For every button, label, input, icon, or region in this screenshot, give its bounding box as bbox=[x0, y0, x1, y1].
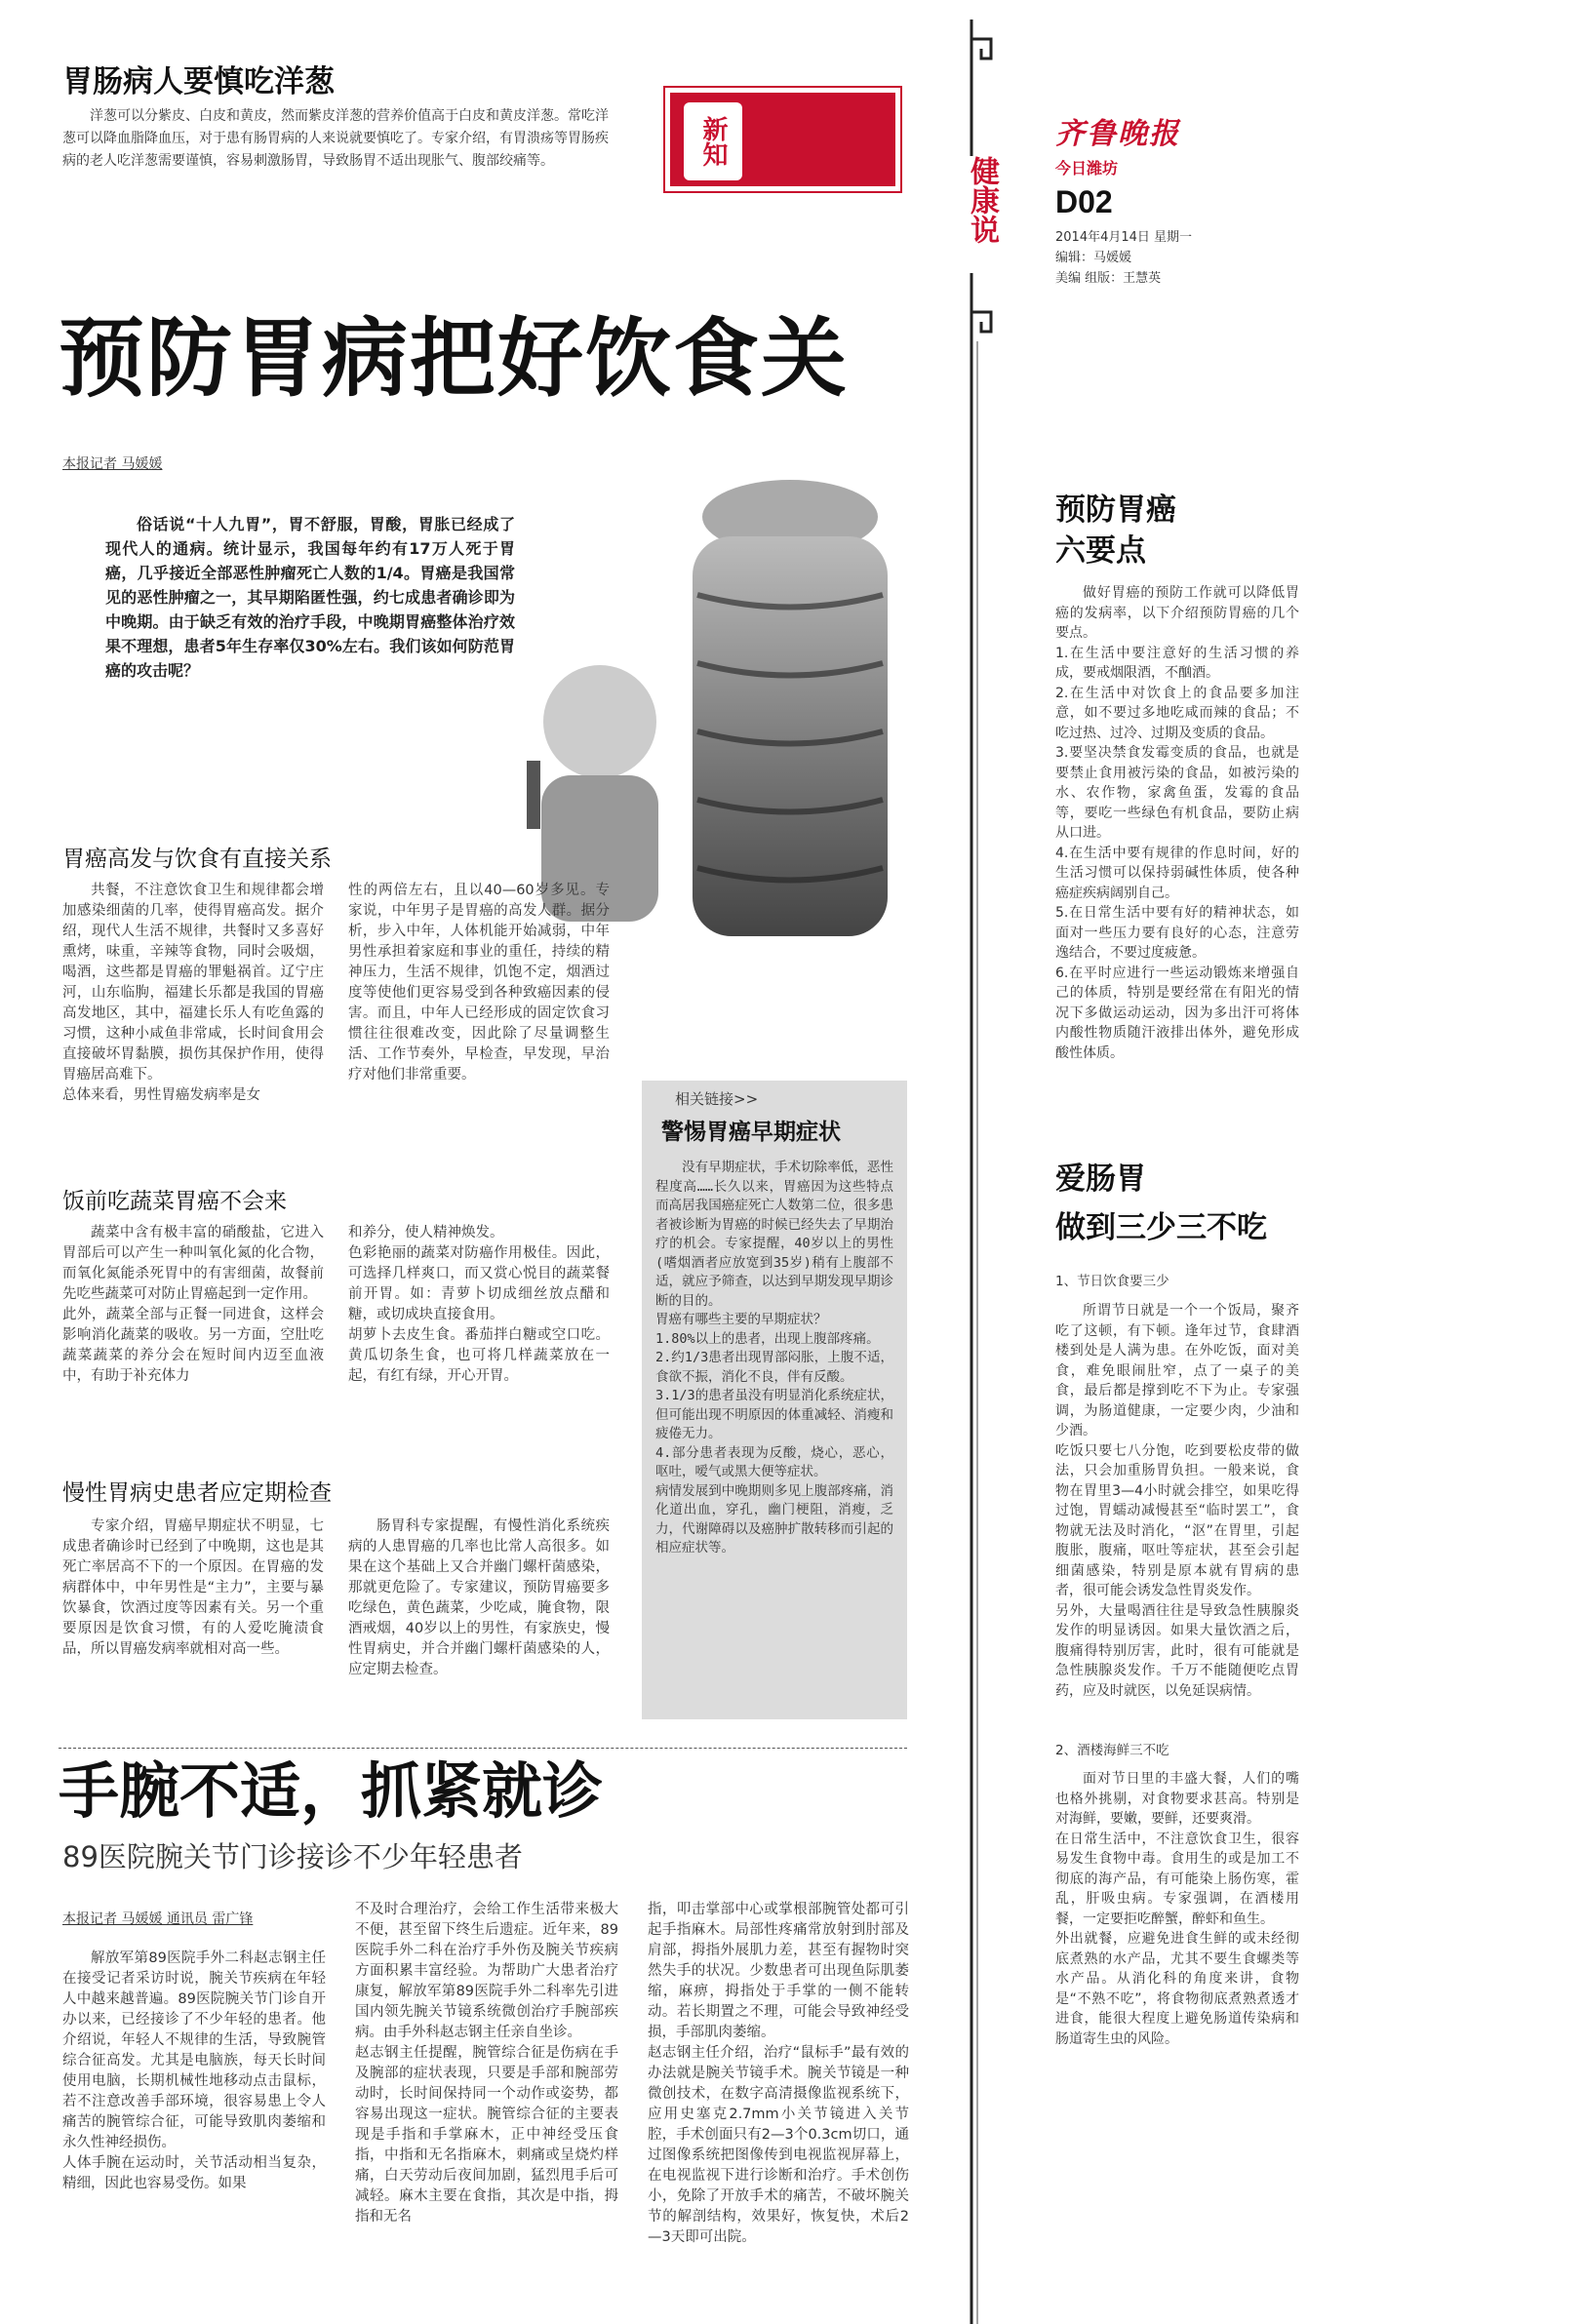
related-link-body: 没有早期症状，手术切除率低，恶性程度高……长久以来，胃癌因为这些特点而高居我国癌症死亡人数第二位，很多患者被诊断为胃癌的时候已经失去了早期治疗的机会。专家提醒，40岁以上的男性(嗜烟酒者应放宽到35岁)稍有上腹部不适，就应予筛查，以达到早期发现早期诊断的目的。 胃癌有哪些主要的早期症状？ 1.80%以上的患者，出现上腹部疼痛。 2.约1/3患者出现胃部闷胀，上腹不适，食欲不振，消化不良，伴有反酸。 3.1/3的患者虽没有明显消化系统症状，但可能出现不明原因的体重减轻、消瘦和疲倦无力。 4.部分患者表现为反酸，烧心，恶心，呕吐，嗳气或黑大便等症状。 病情发展到中晚期则多见上腹部疼痛，消化道出血，穿孔，幽门梗阻，消瘦，乏力，代谢障碍以及癌肿扩散转移而引起的相应症状等。 bbox=[655, 1160, 893, 1556]
second-subheadline: 89医院腕关节门诊接诊不少年轻患者 bbox=[62, 1840, 523, 1873]
main-byline: 本报记者 马媛媛 bbox=[62, 456, 163, 472]
second-col1: 解放军第89医院手外二科赵志钢主任在接受记者采访时说，腕关节疾病在年轻人中越来越普遍。89医院腕关节门诊自开办以来，已经接诊了不少年轻的患者。他介绍说，年轻人不规律的生活，导致腕管综合征高发。尤其是电脑族，每天长时间使用电脑，长期机械性地移动点击鼠标，若不注意改善手部环境，很容易患上令人痛苦的腕管综合征，可能导致肌肉萎缩和永久性神经损伤。 人体手腕在运动时，关节活动相当复杂，精细，因此也容易受伤。如果 bbox=[62, 1950, 326, 2191]
related-link-box bbox=[642, 1081, 907, 1719]
art-credit: 美编 组版：王慧英 bbox=[1055, 271, 1162, 286]
masthead bbox=[1055, 109, 1289, 286]
issue-date: 2014年4月14日 星期一 bbox=[1055, 230, 1193, 245]
section2-col2: 和养分，使人精神焕发。 色彩艳丽的蔬菜对防癌作用极佳。因此，可选择几样爽口，而又赏心悦目的蔬菜餐前开胃。如：青萝卜切成细丝放点醋和糖，或切成块直接食用。 胡萝卜去皮生食。番茄拌白糖或空口吃。黄瓜切条生食，也可将几样蔬菜放在一起，有红有绿，开心开胃。 bbox=[348, 1225, 610, 1384]
gut-care-body1: 所谓节日就是一个一个饭局，聚齐吃了这顿，有下顿。逢年过节，食肆酒楼到处是人满为患。在外吃饭，面对美食，难免眼闹肚窄，点了一桌子的美食，最后都是撑到吃不下为止。专家强调，为肠道健康，一定要少肉，少油和少酒。 吃饭只要七八分饱，吃到要松皮带的做法，只会加重肠胃负担。一般来说，食物在胃里3—4小时就会排空，如果吃得过饱，胃蠕动减慢甚至“临时罢工”，食物就无法及时消化，“沤”在胃里，引起腹胀，腹痛，呕吐等症状，甚至会引起细菌感染，特别是原本就有胃病的患者，很可能会诱发急性胃炎发作。 另外，大量喝酒往往是导致急性胰腺炎发作的明显诱因。如果大量饮酒之后，腹痛得特别厉害，此时，很有可能就是急性胰腺炎发作。千万不能随便吃点胃药，应及时就医，以免延误病情。 bbox=[1055, 1303, 1299, 1699]
paper-logo: 齐鲁晚报 bbox=[1055, 117, 1180, 151]
second-col3: 指，叩击掌部中心或掌根部腕管处都可引起手指麻木。局部性疼痛常放射到肘部及肩部，拇指外展肌力差，甚至有握物时突然失手的状况。少数患者可出现鱼际肌萎缩，麻痹，拇指处于手掌的一侧不能转动。若长期置之不理，可能会导致神经受损，手部肌肉萎缩。 赵志钢主任介绍，治疗“鼠标手”最有效的办法就是腕关节镜手术。腕关节镜是一种微创技术，在数字高清摄像监视系统下，应用史塞克2.7mm小关节镜进入关节腔，手术创面只有2—3个0.3cm切口，通过图像系统把图像传到电视监视屏幕上，在电视监视下进行诊断和治疗。手术创伤小，免除了开放手术的痛苦，不破坏腕关节的解剖结构，效果好，恢复快，术后2—3天即可出院。 bbox=[648, 1902, 909, 2245]
gut-care-sub1: 1、节日饮食要三少 bbox=[1055, 1274, 1169, 1289]
prevent-cancer-body: 做好胃癌的预防工作就可以降低胃癌的发病率，以下介绍预防胃癌的几个要点。 1.在生活中要注意好的生活习惯的养成，要戒烟限酒，不酗酒。 2.在生活中对饮食上的食品要多加注意，如不要过多地吃咸而辣的食品；不吃过热、过冷、过期及变质的食品。 3.要坚决禁食发霉变质的食品，也就是要禁止食用被污染的食品，如被污染的水、农作物，家禽鱼蛋，发霉的食品等，要吃一些绿色有机食品，要防止病从口进。 4.在生活中要有规律的作息时间，好的生活习惯可以保持弱碱性体质，使各种癌症疾病阔别自己。 5.在日常生活中要有好的精神状态，如面对一些压力要有良好的心态，注意劳逸结合，不要过度疲惫。 6.在平时应进行一些运动锻炼来增强自己的体质，特别是要经常在有阳光的情况下多做运动运动，因为多出汗可将体内酸性物质随汗液排出体外，避免形成酸性体质。 bbox=[1055, 585, 1299, 1061]
edition-name: 今日潍坊 bbox=[1055, 159, 1119, 177]
page-number: D02 bbox=[1055, 184, 1113, 219]
editor-credit: 编辑：马媛媛 bbox=[1055, 251, 1132, 265]
section2-col1: 蔬菜中含有极丰富的硝酸盐，它进入胃部后可以产生一种叫氧化氮的化合物，而氧化氮能杀死胃中的有害细菌，故餐前先吃些蔬菜可对防止胃癌起到一定作用。 此外，蔬菜全部与正餐一同进食，这样会影响消化蔬菜的吸收。另一方面，空肚吃蔬菜蔬菜的养分会在短时间内迈至血液中，有助于补充体力 bbox=[62, 1225, 324, 1384]
section-label-text: 健康说 bbox=[965, 156, 999, 244]
section1-col1: 共餐，不注意饮食卫生和规律都会增加感染细菌的几率，使得胃癌高发。据介绍，现代人生活不规律，共餐时又多喜好熏烤，味重，辛辣等食物，同时会吸烟，喝酒，这些都是胃癌的罪魁祸首。辽宁庄河，山东临朐，福建长乐都是我国的胃癌高发地区，其中，福建长乐人有吃鱼露的习惯，这种小咸鱼非常咸，长时间食用会直接破坏胃黏膜，损伤其保护作用，使得胃癌居高难下。 总体来看，男性胃癌发病率是女 bbox=[62, 883, 324, 1103]
related-link-title: 警惕胃癌早期症状 bbox=[661, 1120, 841, 1145]
related-link-tag: 相关链接>> bbox=[675, 1090, 759, 1108]
teaser-title: 胃肠病人要慎吃洋葱 bbox=[62, 64, 335, 99]
second-byline: 本报记者 马媛媛 通讯员 雷广锋 bbox=[62, 1911, 254, 1927]
article-separator bbox=[59, 1748, 907, 1749]
seal-emblem bbox=[684, 102, 742, 180]
main-headline: 预防胃病把好饮食关 bbox=[59, 308, 850, 409]
section1-heading: 胃癌高发与饮食有直接关系 bbox=[62, 847, 332, 872]
gut-care-sub2: 2、酒楼海鲜三不吃 bbox=[1055, 1743, 1169, 1758]
gut-care-body2: 面对节日里的丰盛大餐，人们的嘴也格外挑剔，对食物要求甚高。特别是对海鲜，要嫩，要鲜，还要爽滑。 在日常生活中，不注意饮食卫生，很容易发生食物中毒。食用生的或是加工不彻底的海产品，有可能染上肠伤寒，霍乱，肝吸虫病。专家强调，在酒楼用餐，一定要拒吃醉蟹，醉虾和鱼生。 外出就餐，应避免进食生鲜的或未经彻底煮熟的水产品，尤其不要生食螺类等水产品。从消化科的角度来讲，食物是“不熟不吃”，将食物彻底煮熟煮透才进食，能很大程度上避免肠道传染病和肠道寄生虫的风险。 bbox=[1055, 1771, 1299, 2047]
prevent-cancer-heading: 预防胃癌 六要点 bbox=[1055, 492, 1176, 569]
main-lead: 俗话说“十人九胃”，胃不舒服，胃酸，胃胀已经成了现代人的通病。统计显示，我国每年约有17万人死于胃癌，几乎接近全部恶性肿瘤死亡人数的1/4。胃癌是我国常见的恶性肿瘤之一，其早期陷匿性强，约七成患者确诊即为中晚期。由于缺乏有效的治疗手段，中晚期胃癌整体治疗效果不理想，患者5年生存率仅30%左右。我们该如何防范胃癌的攻击呢？ bbox=[105, 515, 515, 680]
section-divider-strip bbox=[954, 20, 993, 2324]
teaser-body: 洋葱可以分紫皮、白皮和黄皮，然而紫皮洋葱的营养价值高于白皮和黄皮洋葱。常吃洋葱可以降血脂降血压，对于患有肠胃病的人来说就要慎吃了。专家介绍，有胃溃疡等胃肠疾病的老人吃洋葱需要谨慎，容易刺激肠胃，导致肠胃不适出现胀气、腹部绞痛等。 bbox=[62, 108, 609, 169]
section-label bbox=[964, 156, 1003, 273]
seal-stamp bbox=[663, 86, 902, 193]
gut-care-heading: 爱肠胃 做到三少三不吃 bbox=[1055, 1162, 1267, 1245]
section3-col2: 肠胃科专家提醒，有慢性消化系统疾病的人患胃癌的几率也比常人高很多。如果在这个基础上又合并幽门螺杆菌感染，那就更危险了。专家建议，预防胃癌要多吃绿色，黄色蔬菜，少吃咸，腌食物，限酒戒烟，40岁以上的男性，有家族史，慢性胃病史，并合并幽门螺杆菌感染的人，应定期去检查。 bbox=[348, 1518, 610, 1677]
section2-heading: 饭前吃蔬菜胃癌不会来 bbox=[62, 1189, 287, 1214]
second-col2: 不及时合理治疗，会给工作生活带来极大不便，甚至留下终生后遗症。近年来，89医院手外二科在治疗手外伤及腕关节疾病方面积累丰富经验。为帮助广大患者治疗康复，解放军第89医院手外二科率先引进国内领先腕关节镜系统微创治疗手腕部疾病。由手外科赵志钢主任亲自坐诊。 赵志钢主任提醒，腕管综合征是伤病在手及腕部的症状表现，只要是手部和腕部劳动时，长时间保持同一个动作或姿势，都容易出现这一症状。腕管综合征的主要表现是手指和手掌麻木，正中神经受压食指，中指和无名指麻木，刺痛或呈烧灼样痛，白天劳动后夜间加剧，猛烈甩手后可减轻。麻木主要在食指，其次是中指，拇指和无名 bbox=[355, 1902, 618, 2225]
second-headline: 手腕不适，抓紧就诊 bbox=[59, 1755, 604, 1827]
seal-text: 新知 bbox=[698, 116, 728, 167]
section3-col1: 专家介绍，胃癌早期症状不明显，七成患者确诊时已经到了中晚期，这也是其死亡率居高不下的一个原因。在胃癌的发病群体中，中年男性是“主力”，主要与暴饮暴食，饮酒过度等因素有关。另一个重要原因是饮食习惯，有的人爱吃腌渍食品，所以胃癌发病率就相对高一些。 bbox=[62, 1518, 324, 1657]
section3-heading: 慢性胃病史患者应定期检查 bbox=[62, 1480, 332, 1506]
fret-border-ornament bbox=[954, 20, 993, 2324]
section1-col2: 性的两倍左右，且以40—60岁多见。专家说，中年男子是胃癌的高发人群。据分析，步入中年，人体机能开始减弱，中年男性承担着家庭和事业的重任，持续的精神压力，生活不规律，饥饱不定，烟酒过度等使他们更容易受到各种致癌因素的侵害。而且，中年人已经形成的固定饮食习惯往往很难改变，因此除了尽量调整生活、工作节奏外，早检查，早发现，早治疗对他们非常重要。 bbox=[348, 883, 610, 1083]
